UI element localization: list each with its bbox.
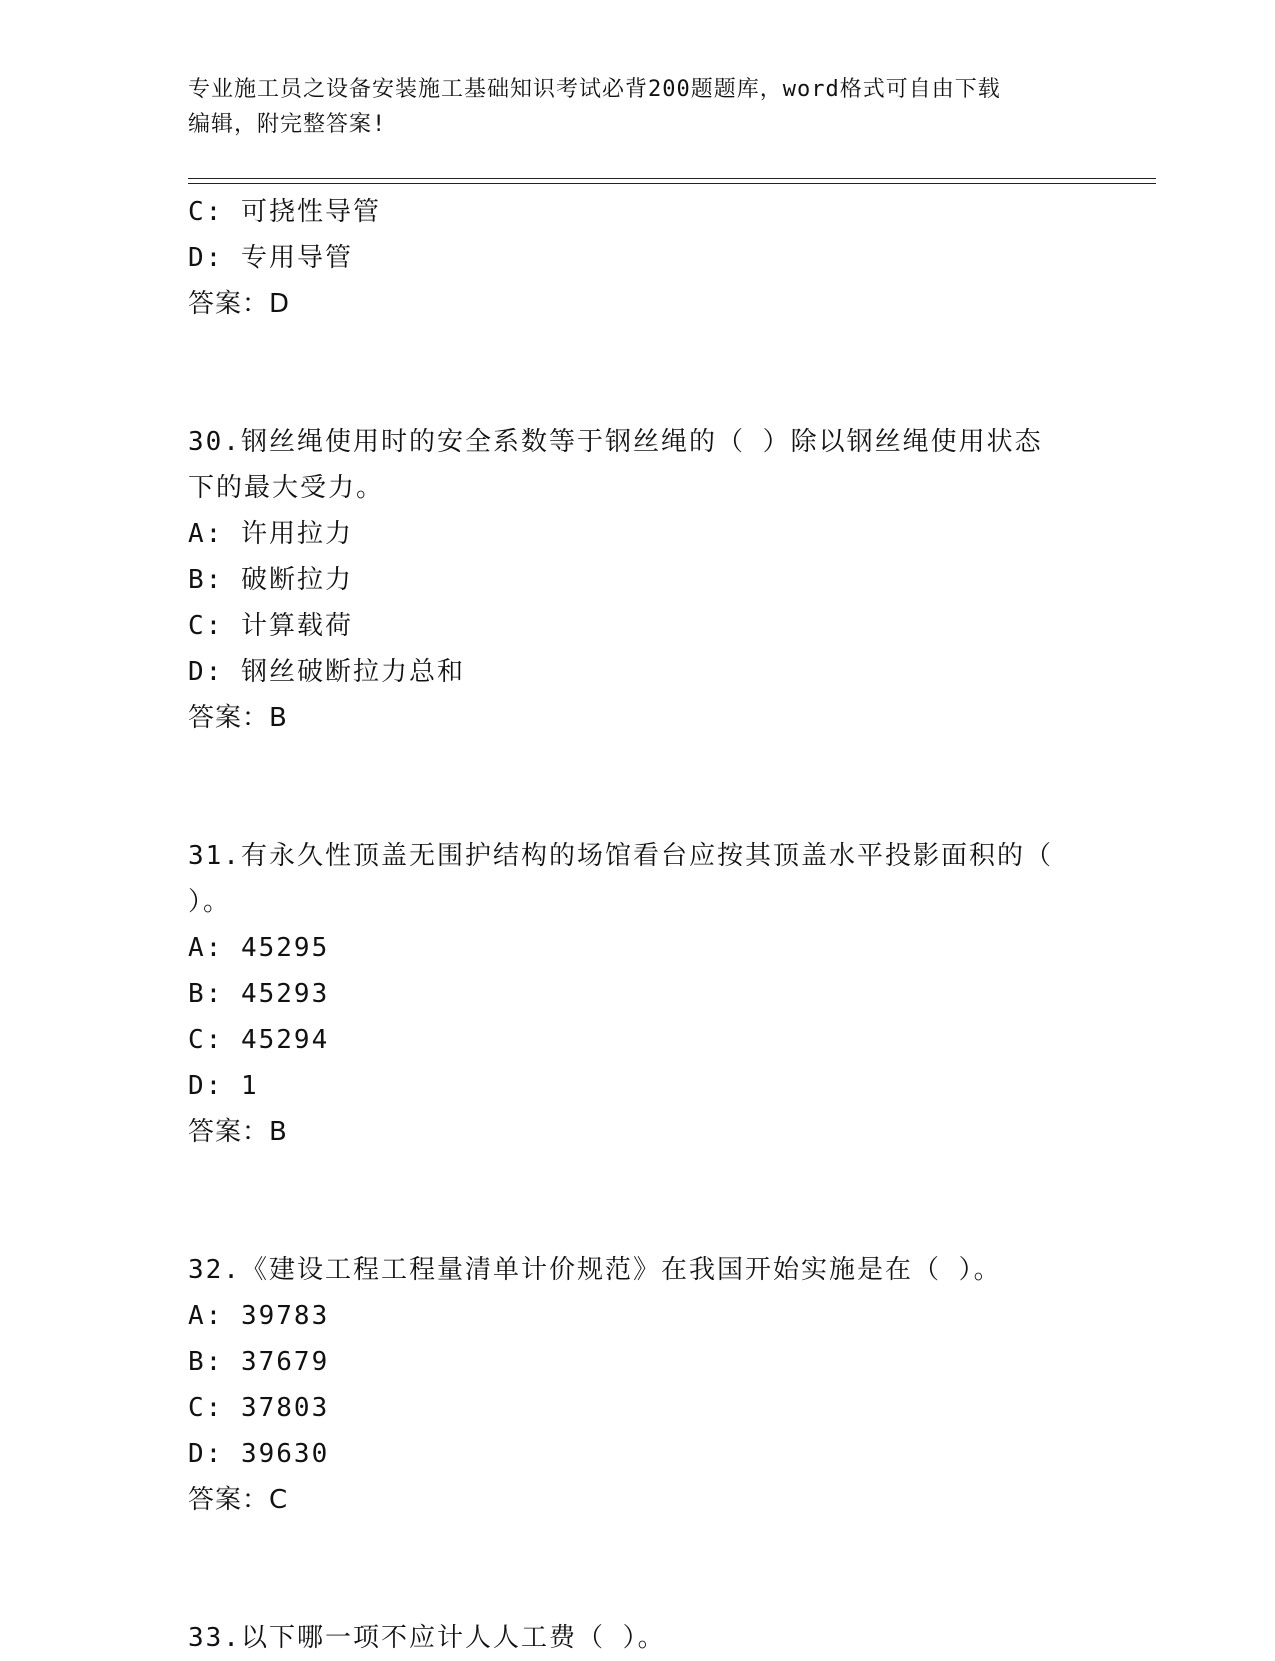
header-line-2: 编辑，附完整答案! [188, 112, 387, 137]
option-c: C: 可挠性导管 [188, 197, 381, 227]
option-c: C: 45294 [188, 1025, 330, 1055]
question-text: 下的最大受力。 [188, 473, 385, 503]
question-30 [188, 419, 1088, 741]
option-d: D: 39630 [188, 1439, 330, 1469]
option-b: B: 37679 [188, 1347, 330, 1377]
answer: 答案：B [188, 703, 288, 733]
answer: 答案：C [188, 1485, 289, 1515]
question-text: 31.有永久性顶盖无围护结构的场馆看台应按其顶盖水平投影面积的（ [188, 841, 1053, 871]
answer: 答案：D [188, 289, 291, 319]
option-c: C: 37803 [188, 1393, 330, 1423]
header-divider-bottom [188, 183, 1156, 184]
option-a: A: 许用拉力 [188, 519, 353, 549]
document-header [188, 72, 1088, 142]
header-line-1: 专业施工员之设备安装施工基础知识考试必背200题题库，word格式可自由下载 [188, 77, 1001, 102]
option-d: D: 钢丝破断拉力总和 [188, 657, 465, 687]
question-list [188, 189, 1088, 1661]
option-d: D: 专用导管 [188, 243, 353, 273]
question-text: 33.以下哪一项不应计人人工费（ ）。 [188, 1623, 666, 1653]
question-31 [188, 833, 1088, 1155]
question-text: 32.《建设工程工程量清单计价规范》在我国开始实施是在（ ）。 [188, 1255, 1002, 1285]
option-b: B: 45293 [188, 979, 330, 1009]
question-text: ）。 [188, 887, 232, 917]
question-32 [188, 1247, 1088, 1523]
question-text: 30.钢丝绳使用时的安全系数等于钢丝绳的（ ）除以钢丝绳使用状态 [188, 427, 1043, 457]
answer: 答案：B [188, 1117, 288, 1147]
option-a: A: 45295 [188, 933, 330, 963]
option-c: C: 计算载荷 [188, 611, 353, 641]
option-d: D: 1 [188, 1071, 259, 1101]
question-29-tail [188, 189, 1088, 327]
option-a: A: 39783 [188, 1301, 330, 1331]
header-divider-top [188, 178, 1156, 179]
option-b: B: 破断拉力 [188, 565, 353, 595]
question-33 [188, 1615, 1088, 1661]
